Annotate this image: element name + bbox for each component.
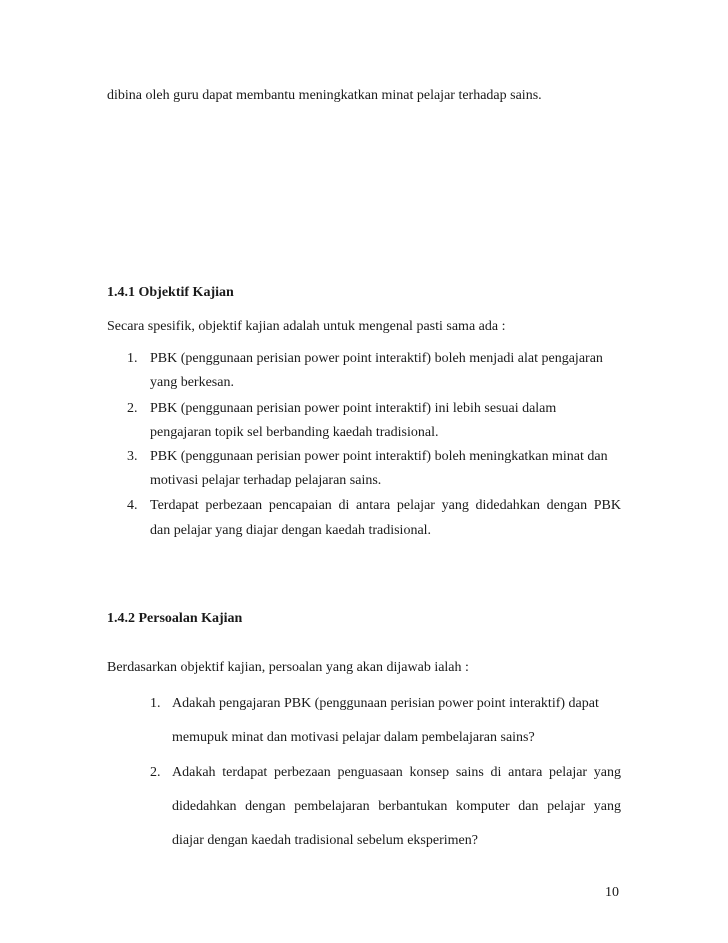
list-number: 2. — [127, 401, 138, 416]
page-number: 10 — [605, 885, 619, 900]
list-item-text: PBK (penggunaan perisian power point interaktif) boleh menjadi alat pengajaran — [150, 351, 603, 366]
list-item-text: motivasi pelajar terhadap pelajaran sains. — [150, 473, 382, 488]
list-item-text: diajar dengan kaedah tradisional sebelum eksperimen? — [172, 833, 478, 848]
list-item-text: Adakah terdapat perbezaan penguasaan konsep sains di antara pelajar yang — [172, 765, 621, 780]
section-heading-persoalan: 1.4.2 Persoalan Kajian — [107, 611, 243, 626]
list-item-text: yang berkesan. — [150, 375, 234, 390]
list-item-text: pengajaran topik sel berbanding kaedah tradisional. — [150, 425, 439, 440]
section-heading-objektif: 1.4.1 Objektif Kajian — [107, 285, 234, 300]
list-number: 1. — [150, 696, 161, 711]
list-item-text: Terdapat perbezaan pencapaian di antara pelajar yang didedahkan dengan PBK — [150, 498, 621, 513]
list-number: 3. — [127, 449, 138, 464]
list-number: 1. — [127, 351, 138, 366]
list-number: 4. — [127, 498, 138, 513]
continuation-line: dibina oleh guru dapat membantu meningkatkan minat pelajar terhadap sains. — [107, 88, 542, 103]
list-number: 2. — [150, 765, 161, 780]
list-item-text: Adakah pengajaran PBK (penggunaan perisian power point interaktif) dapat — [172, 696, 599, 711]
list-item-text: PBK (penggunaan perisian power point interaktif) boleh meningkatkan minat dan — [150, 449, 608, 464]
list-item-text: memupuk minat dan motivasi pelajar dalam pembelajaran sains? — [172, 730, 535, 745]
list-item-text: didedahkan dengan pembelajaran berbantukan komputer dan pelajar yang — [172, 799, 621, 814]
list-item-text: PBK (penggunaan perisian power point interaktif) ini lebih sesuai dalam — [150, 401, 557, 416]
list-item-text: dan pelajar yang diajar dengan kaedah tradisional. — [150, 523, 432, 538]
section-intro-persoalan: Berdasarkan objektif kajian, persoalan yang akan dijawab ialah : — [107, 660, 469, 675]
section-intro-objektif: Secara spesifik, objektif kajian adalah untuk mengenal pasti sama ada : — [107, 319, 506, 334]
